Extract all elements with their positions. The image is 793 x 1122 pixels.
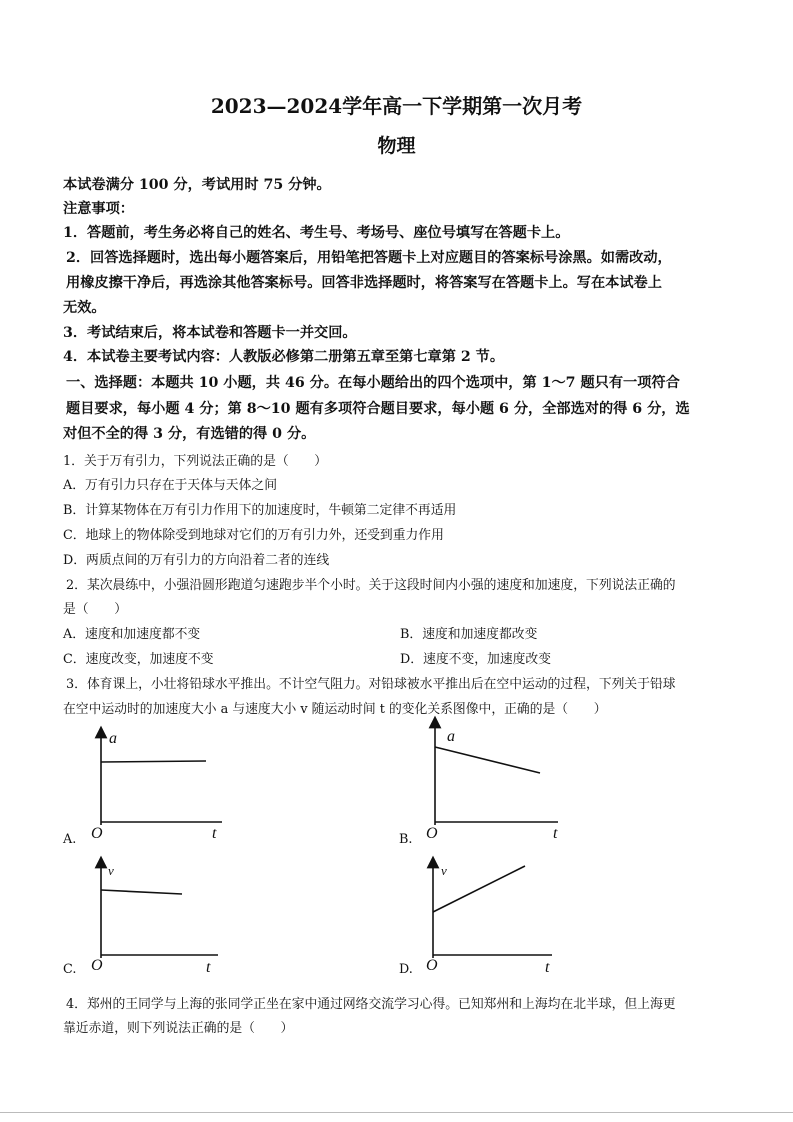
- graph-line: [433, 866, 525, 912]
- score-info: 本试卷满分 100 分，考试用时 75 分钟。: [63, 177, 331, 193]
- y-label: a: [447, 728, 455, 745]
- subject-title: 物理: [377, 135, 416, 157]
- y-label: a: [109, 730, 117, 747]
- section-line: 题目要求，每小题 4 分；第 8～10 题有多项符合题目要求，每小题 6 分，全部选对的得 6 分，选: [66, 401, 690, 417]
- section-line: 一、选择题：本题共 10 小题，共 46 分。在每小题给出的四个选项中，第 1～7 题只有一项符合: [66, 375, 680, 391]
- note-line: 用橡皮擦干净后，再选涂其他答案标号。回答非选择题时，将答案写在答题卡上。写在本试卷上: [66, 275, 662, 291]
- x-label: t: [212, 825, 217, 842]
- q3-stem: 在空中运动时的加速度大小 a 与速度大小 v 随运动时间 t 的变化关系图像中，正确的是（ ）: [63, 702, 607, 717]
- q4-stem: 靠近赤道，则下列说法正确的是（ ）: [63, 1021, 294, 1036]
- note-line: 1．答题前，考生务必将自己的姓名、考生号、考场号、座位号填写在答题卡上。: [63, 225, 570, 241]
- origin-label: O: [91, 957, 103, 974]
- note-line: 4．本试卷主要考试内容：人教版必修第二册第五章至第七章第 2 节。: [63, 349, 505, 365]
- graph-option-label: A.: [63, 832, 77, 847]
- x-label: t: [553, 825, 558, 842]
- x-label: t: [545, 959, 550, 976]
- note-line: 2．回答选择题时，选出每小题答案后，用铅笔把答题卡上对应题目的答案标号涂黑。如需改动，: [66, 250, 672, 266]
- graph-a: [101, 732, 222, 825]
- q1-option: B．计算某物体在万有引力作用下的加速度时，牛顿第二定律不再适用: [63, 503, 457, 518]
- q1-stem: 1．关于万有引力，下列说法正确的是（ ）: [63, 454, 328, 469]
- graph-c: [101, 862, 218, 958]
- graph-line: [435, 747, 540, 773]
- graph-option-label: D.: [399, 962, 413, 977]
- exam-title: 2023—2024学年高一下学期第一次月考: [210, 94, 583, 118]
- graph-option-label: C.: [63, 962, 77, 977]
- y-label: v: [108, 863, 114, 878]
- graph-option-label: B.: [399, 832, 413, 847]
- note-line: 无效。: [63, 300, 106, 316]
- q1-option: C．地球上的物体除受到地球对它们的万有引力外，还受到重力作用: [63, 528, 444, 543]
- origin-label: O: [91, 825, 103, 842]
- q3-stem: 3．体育课上，小壮将铅球水平推出。不计空气阻力。对铅球被水平推出后在空中运动的过程，下列关于铅球: [66, 677, 676, 692]
- graph-line: [101, 890, 182, 894]
- page-bottom-rule: [0, 1112, 793, 1113]
- origin-label: O: [426, 825, 438, 842]
- notice-title: 注意事项：: [63, 201, 134, 217]
- q2-option: C．速度改变，加速度不变: [63, 652, 214, 667]
- y-label: v: [441, 863, 447, 878]
- q2-stem: 2．某次晨练中，小强沿圆形跑道匀速跑步半个小时。关于这段时间内小强的速度和加速度，下列说法正确的: [66, 578, 676, 593]
- q1-option: D．两质点间的万有引力的方向沿着二者的连线: [63, 553, 330, 568]
- q2-stem: 是（ ）: [63, 602, 127, 617]
- graph-line: [101, 761, 206, 762]
- note-line: 3．考试结束后，将本试卷和答题卡一并交回。: [63, 325, 357, 341]
- graph-d: [433, 862, 552, 958]
- q2-option: D．速度不变，加速度改变: [400, 652, 552, 667]
- q4-stem: 4．郑州的王同学与上海的张同学正坐在家中通过网络交流学习心得。已知郑州和上海均在北半球，但上海更: [66, 997, 676, 1012]
- q2-option: A．速度和加速度都不变: [63, 627, 201, 642]
- origin-label: O: [426, 957, 438, 974]
- q1-option: A．万有引力只存在于天体与天体之间: [63, 478, 277, 493]
- x-label: t: [206, 959, 211, 976]
- section-line: 对但不全的得 3 分，有选错的得 0 分。: [63, 426, 316, 442]
- q2-option: B．速度和加速度都改变: [400, 627, 538, 642]
